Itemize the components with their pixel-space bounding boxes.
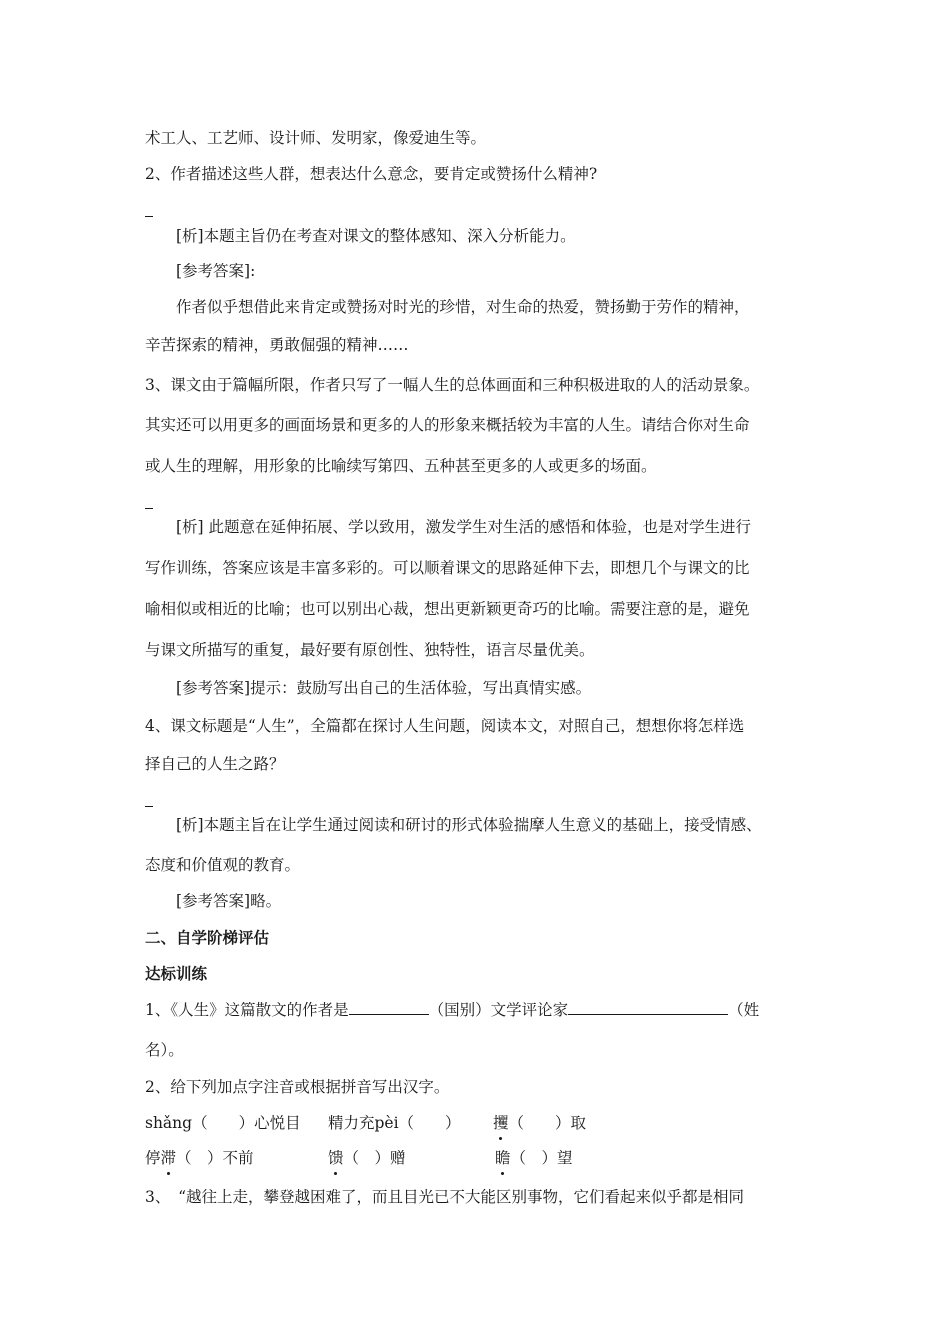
question-3: 3、课文由于篇幅所限，作者只写了一幅人生的总体画面和三种积极进取的人的活动景象。 bbox=[145, 376, 760, 394]
exercise-1 bbox=[145, 998, 830, 1021]
reference-answer-text: [参考答案]提示：鼓励写出自己的生活体验，写出真情实感。 bbox=[176, 679, 592, 697]
dotted-char: 攫 bbox=[493, 1114, 509, 1132]
exercise-3: 3、 “越往上走，攀登越困难了，而且目光已不大能区别事物，它们看起来似乎都是相同 bbox=[145, 1188, 745, 1206]
question-4: 4、课文标题是“人生”，全篇都在探讨人生问题，阅读本文，对照自己，想想你将怎样选 bbox=[145, 717, 745, 735]
answer-blank-dash bbox=[145, 216, 153, 217]
analysis-text: [析] 此题意在延伸拓展、学以致用，激发学生对生活的感悟和体验，也是对学生进行 bbox=[176, 518, 752, 536]
question-4: 择自己的人生之路？ bbox=[145, 755, 285, 773]
pinyin-item-text: （ ）赠 bbox=[343, 1149, 406, 1167]
char: 停 bbox=[145, 1149, 161, 1167]
dotted-char: 瞻 bbox=[495, 1149, 511, 1167]
analysis-text: [析]本题主旨仍在考查对课文的整体感知、深入分析能力。 bbox=[176, 227, 576, 245]
pinyin-item bbox=[328, 1147, 406, 1169]
pinyin-item-text: （ ）取 bbox=[508, 1114, 587, 1132]
reference-answer-text: 作者似乎想借此来肯定或赞扬对时光的珍惜，对生命的热爱，赞扬勤于劳作的精神， bbox=[176, 298, 750, 316]
subsection-heading: 达标训练 bbox=[145, 964, 208, 983]
exercise-1-text: 1、《人生》这篇散文的作者是 bbox=[145, 1001, 349, 1019]
pinyin-item: 精力充pèi（ ） bbox=[328, 1114, 461, 1132]
section-heading: 二、自学阶梯评估 bbox=[145, 928, 270, 947]
exercise-1-text: （国别）文学评论家 bbox=[428, 1001, 569, 1019]
pinyin-item bbox=[145, 1147, 254, 1169]
reference-answer-label: [参考答案]: bbox=[176, 262, 256, 280]
question-2: 2、作者描述这些人群，想表达什么意念，要肯定或赞扬什么精神? bbox=[145, 165, 598, 183]
question-3: 其实还可以用更多的画面场景和更多的人的形象来概括较为丰富的人生。请结合你对生命 bbox=[145, 416, 750, 434]
reference-answer-text: 辛苦探索的精神，勇敢倔强的精神…… bbox=[145, 336, 409, 354]
analysis-text: 写作训练，答案应该是丰富多彩的。可以顺着课文的思路延伸下去，即想几个与课文的比 bbox=[145, 559, 750, 577]
exercise-1-cont: 名）。 bbox=[145, 1041, 184, 1059]
pinyin-item-text: （ ）望 bbox=[510, 1149, 573, 1167]
analysis-text: [析]本题主旨在让学生通过阅读和研讨的形式体验揣摩人生意义的基础上，接受情感、 bbox=[176, 816, 762, 834]
pinyin-item bbox=[493, 1112, 586, 1134]
answer-blank-dash bbox=[145, 806, 153, 807]
question-3: 或人生的理解，用形象的比喻续写第四、五种甚至更多的人或更多的场面。 bbox=[145, 457, 657, 475]
pinyin-item bbox=[495, 1147, 573, 1169]
answer-blank-dash bbox=[145, 508, 153, 509]
country-blank[interactable] bbox=[349, 998, 429, 1015]
exercise-2: 2、给下列加点字注音或根据拼音写出汉字。 bbox=[145, 1078, 450, 1096]
analysis-text: 与课文所描写的重复，最好要有原创性、独特性，语言尽量优美。 bbox=[145, 641, 595, 659]
pinyin-item-text: （ ）不前 bbox=[176, 1149, 254, 1167]
pinyin-item: shǎng（ ）心悦目 bbox=[145, 1114, 301, 1132]
analysis-text: 喻相似或相近的比喻；也可以别出心裁，想出更新颖更奇巧的比喻。需要注意的是，避免 bbox=[145, 600, 750, 618]
text-line: 术工人、工艺师、设计师、发明家，像爱迪生等。 bbox=[145, 129, 487, 147]
reference-answer-text: [参考答案]略。 bbox=[176, 892, 282, 910]
author-name-blank[interactable] bbox=[568, 998, 728, 1015]
dotted-char: 滞 bbox=[160, 1149, 177, 1167]
analysis-text: 态度和价值观的教育。 bbox=[145, 856, 301, 874]
dotted-char: 馈 bbox=[328, 1149, 344, 1167]
exercise-1-text: （姓 bbox=[728, 1001, 760, 1019]
